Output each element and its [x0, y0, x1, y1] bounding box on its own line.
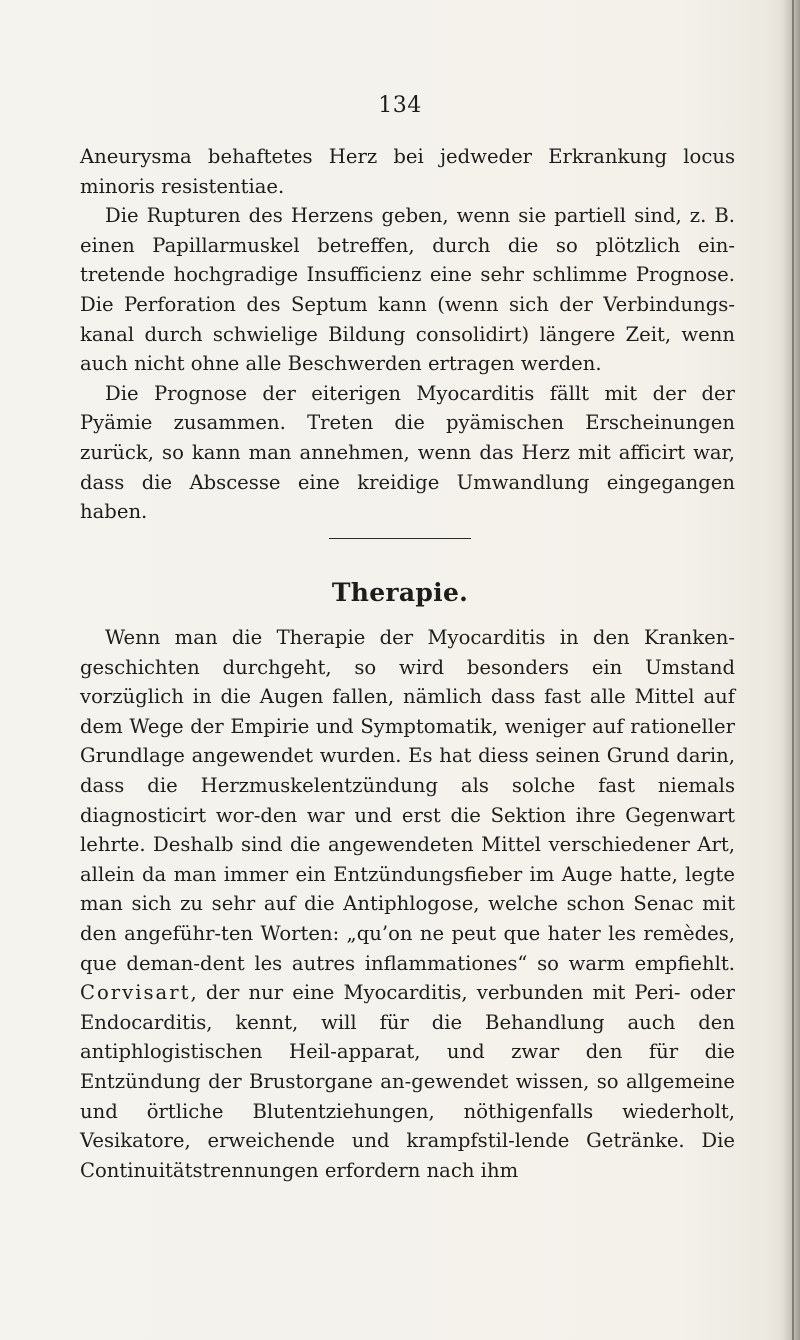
- paragraph: Die Rupturen des Herzens geben, wenn sie partiell sind, z. B. einen Papillarmuskel betreffen, durch die so plötzlich ein-tretende hochgradige Insufficienz eine sehr schlimme Prognose. Die Perforation des Septum kann (wenn sich der Verbindungs-kanal durch schwielige Bildung consolidirt) längere Zeit, wenn auch nicht ohne alle Beschwerden ertragen werden.: [80, 204, 735, 376]
- section-1-text: [80, 142, 735, 527]
- paragraph: [80, 623, 735, 1185]
- section-heading: Therapie.: [331, 578, 469, 607]
- section-divider: [329, 538, 471, 539]
- section-2-text: [80, 623, 735, 1185]
- page-edge-line: [792, 0, 794, 1340]
- page-edge-shadow: [782, 0, 800, 1340]
- paragraph-text-start: Wenn man die Therapie der Myocarditis in den Kranken-geschichten durchgeht, so wird besonders ein Umstand vorzüglich in die Augen fallen, nämlich dass fast alle Mittel auf dem Wege der Empirie und Symptomatik, weniger auf rationeller Grundlage angewendet wurden. Es hat diess seinen Grund darin, dass die Herzmuskelentzündung als solche fast niemals diagnosticirt wor-den war und erst die Sektion ihre Gegenwart lehrte. Deshalb sind die angewendeten Mittel verschiedener Art, allein da man immer ein Entzündungsfieber im Auge hatte, legte man sich zu sehr auf die Antiphlogose, welche schon Senac mit den angeführ-ten Worten: „qu’on ne peut que hater les remèdes, que deman-dent les autres inflammationes“ so warm empfiehlt.: [80, 626, 735, 975]
- paragraph-text-end: , der nur eine Myocarditis, verbunden mit Peri- oder Endocarditis, kennt, will für die Behandlung auch den antiphlogistischen Heil-apparat, und zwar den für die Entzündung der Brustorgane an-gewendet wissen, so allgemeine und örtliche Blutentziehungen, nöthigenfalls wiederholt, Vesikatore, erweichende und krampfstil-lende Getränke. Die Continuitätstrennungen erfordern nach ihm: [80, 981, 735, 1182]
- author-name: Corvisart: [80, 981, 191, 1005]
- paragraph: Die Prognose der eiterigen Myocarditis fällt mit der der Pyämie zusammen. Treten die pyämischen Erscheinungen zurück, so kann man annehmen, wenn das Herz mit afficirt war, dass die Abscesse eine kreidige Umwandlung eingegangen haben.: [80, 381, 735, 524]
- paragraph: Aneurysma behaftetes Herz bei jedweder Erkrankung locus minoris resistentiae.: [80, 145, 735, 198]
- page-number: 134: [378, 93, 422, 118]
